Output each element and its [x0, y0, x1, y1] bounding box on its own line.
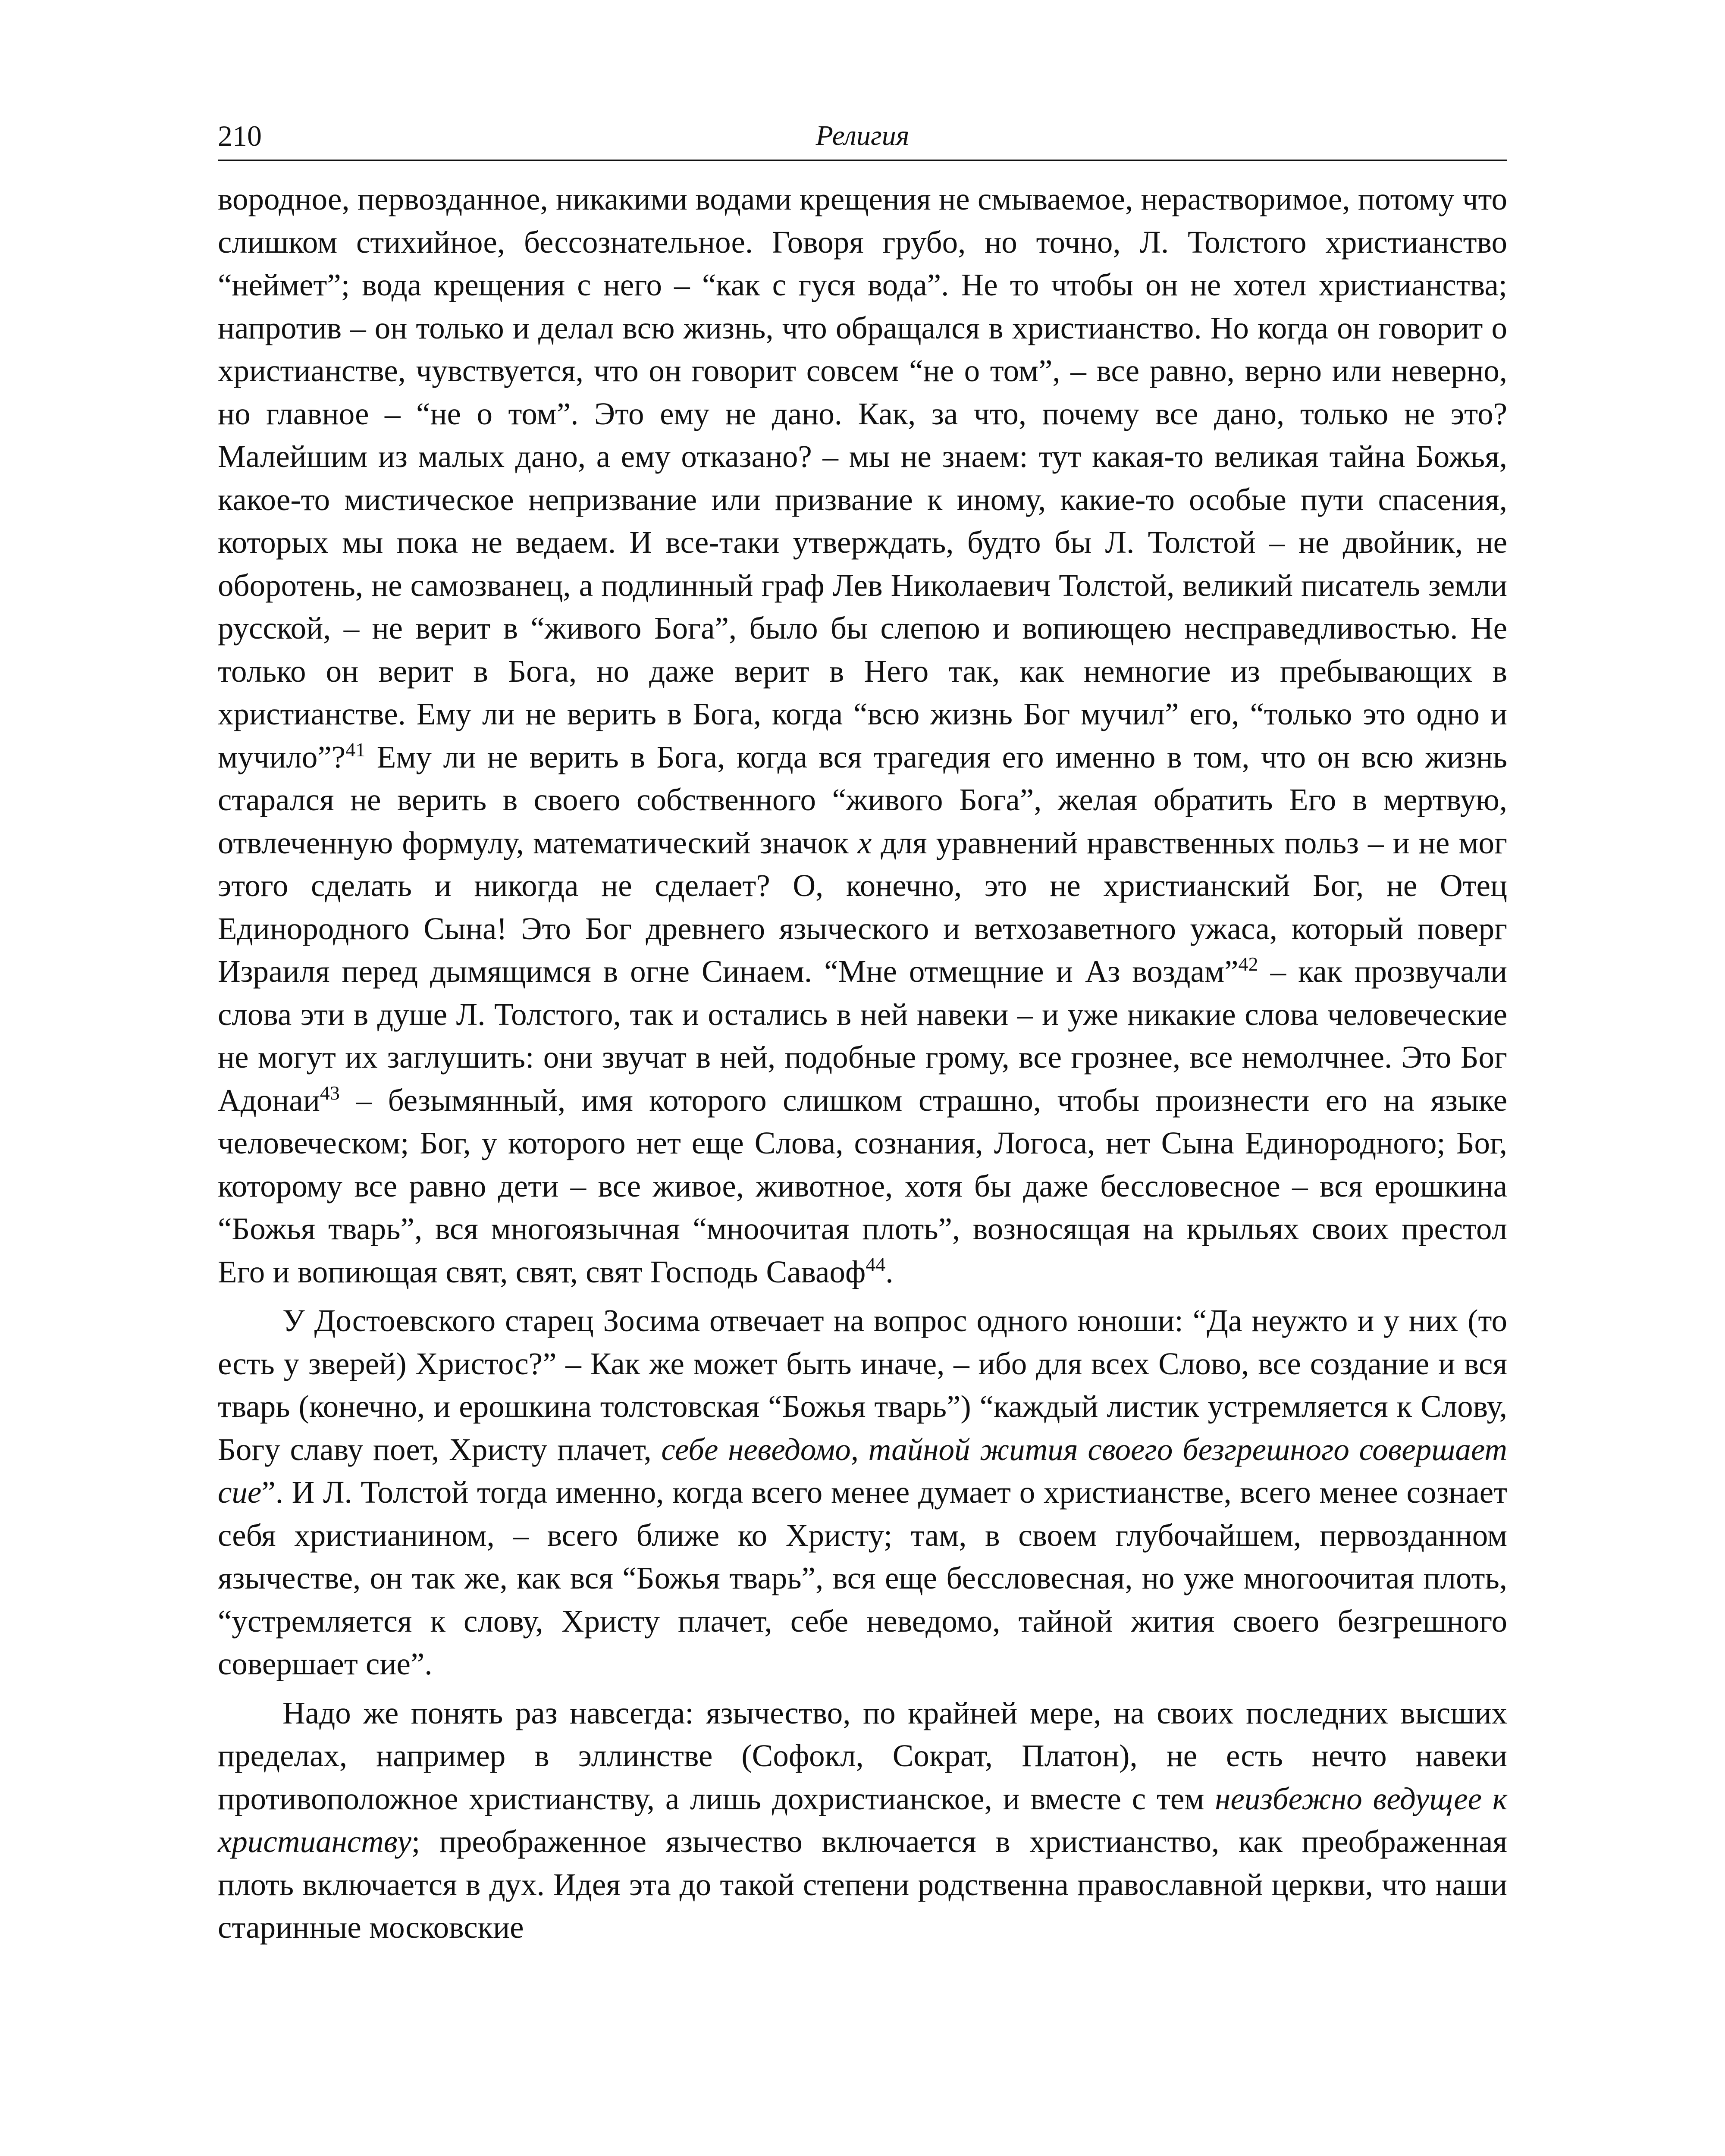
footnote-ref-41: 41 [345, 738, 366, 761]
paragraph-2 [218, 1299, 1507, 1686]
text-run: . [885, 1254, 894, 1289]
italic-quote: себе неведомо, тайной жития своего безгрешного совершает сие [218, 1432, 1507, 1510]
text-run: Надо же понять раз навсегда: язычество, по крайней мере, на своих последних высших пределах, например в эллинстве (Софокл, Сократ, Платон), не есть нечто навеки противоположное христианству, а лишь дохристианское, и вместе с тем [218, 1695, 1507, 1816]
paragraph-3 [218, 1692, 1507, 1949]
page-number: 210 [218, 119, 262, 152]
text-run: – как прозвучали слова эти в душе Л. Толстого, так и остались в ней навеки – и уже никакие слова человеческие не могут их заглушить: они звучат в ней, подобные грому, все грознее, все немолчнее. Это Бог Адонаи [218, 954, 1507, 1118]
page-header [218, 116, 1507, 161]
text-run: ”. И Л. Толстой тогда именно, когда всего менее думает о христианстве, всего менее сознает себя христианином, – всего ближе ко Христу; там, в своем глубочайшем, первозданном язычестве, он так же, как вся “Божья тварь”, вся еще бессловесная, но уже многоочитая плоть, “устремляется к слову, Христу плачет, себе неведомо, тайной жития своего безгрешного совершает сие”. [218, 1475, 1507, 1681]
text-run: – безымянный, имя которого слишком страшно, чтобы произнести его на языке человеческом; Бог, у которого нет еще Слова, сознания, Логоса, нет Сына Единородного; Бог, которому все равно дети – все живое, животное, хотя бы даже бессловесное – вся ерошкина “Божья тварь”, вся многоязычная “мноочитая плоть”, возносящая на крыльях своих престол Его и вопиющая свят, свят, свят Господь Саваоф [218, 1082, 1507, 1289]
body-text [218, 178, 1507, 1949]
italic-emphasis: неизбежно ведущее к христианству [218, 1781, 1507, 1859]
text-run: Ему ли не верить в Бога, когда вся трагедия его именно в том, что он всю жизнь старался не верить в своего собственного “живого Бога”, желая обратить Его в мертвую, отвлеченную формулу, математический значок [218, 739, 1507, 860]
running-title: Религия [815, 120, 910, 151]
text-run: У Достоевского старец Зосима отвечает на вопрос одного юноши: “Да неужто и у них (то есть у зверей) Христос?” – Как же может быть иначе, – ибо для всех Слово, все создание и вся тварь (конечно, и ерошкина толстовская “Божья тварь”) “каждый листик устремляется к Слову, Богу славу поет, Христу плачет, [218, 1303, 1507, 1467]
text-run: вородное, первозданное, никакими водами крещения не смываемое, нерастворимое, потому что слишком стихийное, бессознательное. Говоря грубо, но точно, Л. Толстого христианство “неймет”; вода крещения с него – “как с гуся вода”. Не то чтобы он не хотел христианства; напротив – он только и делал всю жизнь, что обращался в христианство. Но когда он говорит о христианстве, чувствуется, что он говорит совсем “не о том”, – все равно, верно или неверно, но главное – “не о том”. Это ему не дано. Как, за что, почему все дано, только не это? Малейшим из малых дано, а ему отказано? – мы не знаем: тут какая-то великая тайна Божья, какое-то мистическое непризвание или призвание к иному, какие-то особые пути спасения, которых мы пока не ведаем. И все-таки утверждать, будто бы Л. Толстой – не двойник, не оборотень, не самозванец, а подлинный граф Лев Николаевич Толстой, великий писатель земли русской, – не верит в “живого Бога”, было бы слепою и вопиющею несправедливостью. Не только он верит в Бога, но даже верит в Него так, как немногие из пребывающих в христианстве. Ему ли не верить в Бога, когда “всю жизнь Бог мучил” его, “только это одно и мучило”? [218, 182, 1507, 774]
footnote-ref-42: 42 [1238, 953, 1258, 975]
text-run: ; преображенное язычество включается в христианство, как преображенная плоть включается в дух. Идея эта до такой степени родственна православной церкви, что наши старинные московские [218, 1824, 1507, 1945]
book-page [218, 116, 1507, 1949]
text-run: для уравнений нравственных польз – и не мог этого сделать и никогда не сделает? О, конечно, это не христианский Бог, не Отец Единородного Сына! Это Бог древнего языческого и ветхозаветного ужаса, который поверг Израиля перед дымящимся в огне Синаем. “Мне отмещние и Аз воздам” [218, 825, 1507, 989]
paragraph-1 [218, 178, 1507, 1293]
footnote-ref-44: 44 [866, 1253, 886, 1275]
italic-variable: x [857, 825, 872, 860]
footnote-ref-43: 43 [320, 1081, 340, 1104]
